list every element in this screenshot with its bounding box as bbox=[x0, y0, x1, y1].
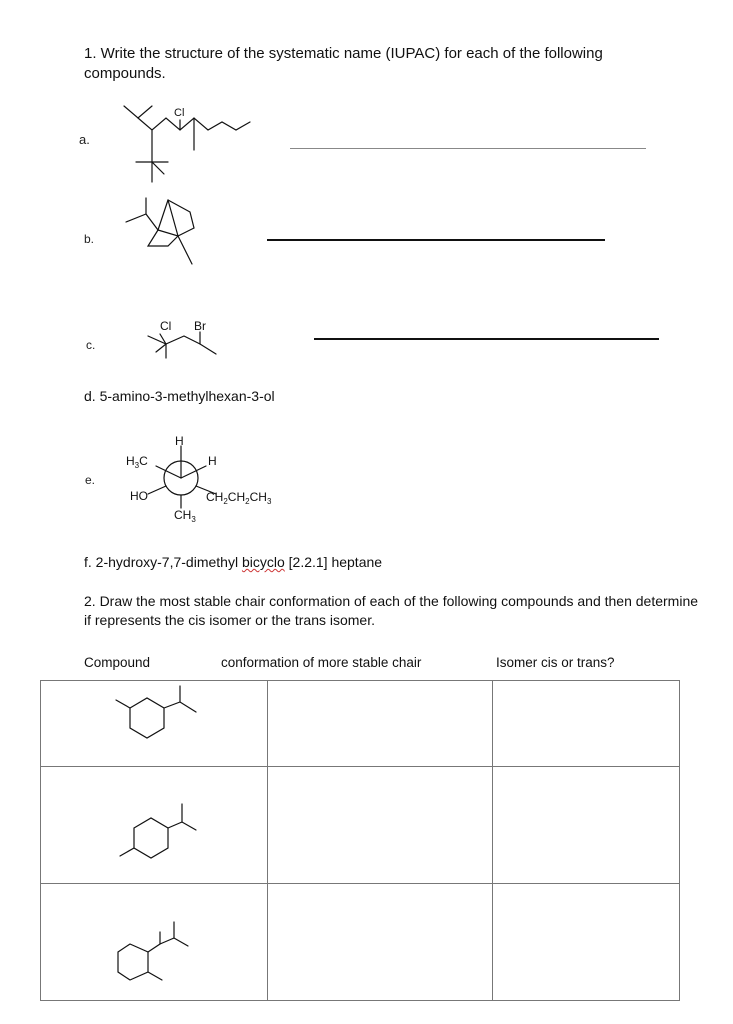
answer-line-c[interactable] bbox=[314, 338, 659, 340]
atom-cl: Cl bbox=[160, 319, 172, 333]
isomer-answer-cell[interactable] bbox=[493, 681, 680, 767]
question-1-prompt: 1. Write the structure of the systematic name (IUPAC) for each of the following compounds. bbox=[84, 45, 603, 82]
item-b-label: b. bbox=[84, 232, 95, 246]
compound-2-structure bbox=[108, 798, 208, 862]
question-2-prompt: 2. Draw the most stable chair conformation of each of the following compounds and then determine if represents the cis isomer or the trans isomer. bbox=[84, 593, 699, 628]
column-header-chair: conformation of more stable chair bbox=[221, 655, 422, 670]
chair-answer-cell[interactable] bbox=[267, 681, 493, 767]
answer-line-b[interactable] bbox=[267, 239, 605, 241]
group-propyl: $CH_2CH_2CH_3$ bbox=[206, 490, 272, 506]
chair-answer-cell[interactable] bbox=[267, 767, 493, 884]
isomer-answer-cell[interactable] bbox=[493, 884, 680, 1001]
column-header-compound: Compound bbox=[84, 655, 151, 670]
newman-projection-e bbox=[120, 432, 320, 528]
answer-line-a[interactable] bbox=[290, 148, 646, 149]
chair-answer-cell[interactable] bbox=[267, 884, 493, 1001]
compound-3-structure bbox=[108, 914, 208, 984]
item-d-name: d. 5-amino-3-methylhexan-3-ol bbox=[84, 388, 275, 404]
group-ch3: $CH_3$ bbox=[174, 508, 196, 524]
structure-b bbox=[120, 188, 210, 270]
item-f-name: f. 2-hydroxy-7,7-dimethyl bicyclo [2.2.1] heptane bbox=[84, 554, 383, 570]
atom-h-right: H bbox=[208, 454, 217, 468]
structure-c bbox=[140, 314, 230, 364]
item-c-label: c. bbox=[86, 338, 96, 352]
compound-1-structure bbox=[108, 682, 208, 746]
item-e-label: e. bbox=[85, 473, 96, 487]
structure-a bbox=[110, 100, 270, 190]
spellcheck-word: bicyclo bbox=[241, 554, 285, 570]
isomer-answer-cell[interactable] bbox=[493, 767, 680, 884]
atom-br: Br bbox=[194, 319, 206, 333]
atom-h-top: H bbox=[175, 434, 184, 448]
atom-cl: Cl bbox=[174, 107, 185, 119]
group-h3c: $H_3C$ bbox=[126, 454, 148, 470]
column-header-isomer: Isomer cis or trans? bbox=[496, 655, 615, 670]
group-ho: HO bbox=[130, 489, 148, 503]
item-a-label: a. bbox=[79, 132, 90, 147]
